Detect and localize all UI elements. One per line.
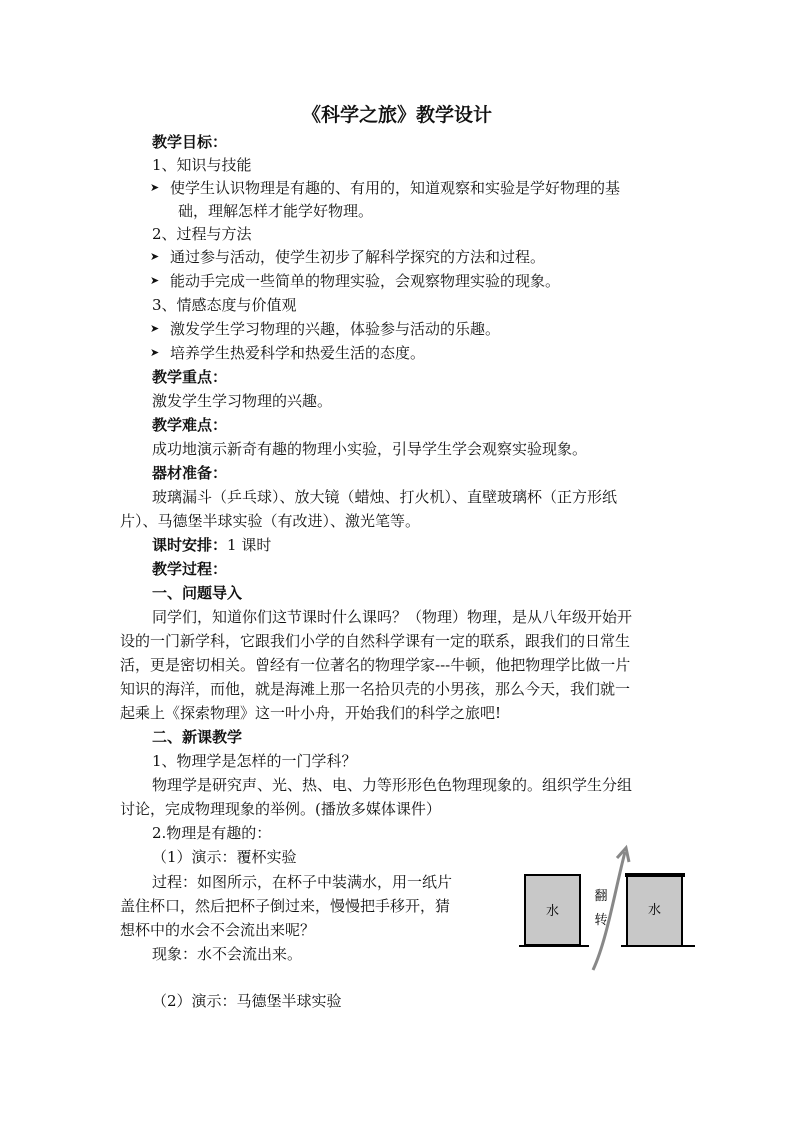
paragraph-line: 知识的海洋，而他，就是海滩上那一名拾贝壳的小男孩，那么今天，我们就一	[120, 680, 631, 698]
difficulty-heading: 教学难点：	[152, 416, 228, 434]
paragraph-line: 盖住杯口，然后把杯子倒过来，慢慢把手移开，猜	[120, 897, 451, 915]
schedule	[152, 534, 271, 556]
bullet-arrow-icon: ➤	[150, 346, 160, 359]
objective-item: 激发学生学习物理的兴趣，体验参与活动的乐趣。	[170, 320, 501, 338]
upright-cup	[519, 875, 589, 946]
paragraph-line: 物理学是研究声、光、热、电、力等形形色色物理现象的。组织学生分组	[152, 776, 633, 794]
materials-heading: 器材准备：	[152, 464, 228, 482]
cup-right-label: 水	[647, 903, 662, 918]
bullet-arrow-icon: ➤	[150, 181, 160, 194]
knowledge-skills-heading: 1、知识与技能	[152, 156, 252, 174]
paragraph-line: 过程：如图所示，在杯子中装满水，用一纸片	[152, 873, 453, 891]
question-heading: 1、物理学是怎样的一门学科？	[152, 752, 357, 770]
demo-heading: （2）演示：马德堡半球实验	[152, 992, 342, 1010]
inverted-cup	[621, 875, 695, 946]
objective-item: 能动手完成一些简单的物理实验，会观察物理实验的现象。	[170, 272, 561, 290]
bullet-arrow-icon: ➤	[150, 274, 160, 287]
materials-text-continued: 片）、马德堡半球实验（有改进）、激光笔等。	[120, 512, 421, 530]
section-heading: 二、新课教学	[152, 728, 243, 746]
demo-heading: （1）演示：覆杯实验	[152, 848, 297, 866]
section-heading: 一、问题导入	[152, 584, 243, 602]
schedule-label: 课时安排：	[152, 536, 228, 554]
flip-label: 转	[594, 913, 608, 928]
flip-label: 翻	[594, 889, 608, 904]
objective-item: 通过参与活动，使学生初步了解科学探究的方法和过程。	[170, 248, 546, 266]
objective-item: 使学生认识物理是有趣的、有用的，知道观察和实验是学好物理的基	[170, 179, 621, 197]
bullet-arrow-icon: ➤	[150, 250, 160, 263]
process-method-heading: 2、过程与方法	[152, 225, 252, 243]
materials-text: 玻璃漏斗（乒乓球）、放大镜（蜡烛、打火机）、直壁玻璃杯（正方形纸	[152, 488, 618, 506]
key-point-text: 激发学生学习物理的兴趣。	[152, 392, 333, 410]
cup-flip-figure	[515, 840, 705, 980]
paragraph-line: 想杯中的水会不会流出来呢？	[120, 921, 316, 939]
objectives-heading: 教学目标：	[152, 133, 228, 151]
paragraph-line: 设的一门新学科，它跟我们小学的自然科学课有一定的联系，跟我们的日常生	[120, 632, 631, 650]
schedule-value: 1 课时	[227, 536, 272, 554]
key-point-heading: 教学重点：	[152, 368, 228, 386]
process-heading: 教学过程：	[152, 560, 228, 578]
document-title: 《科学之旅》教学设计	[301, 104, 492, 126]
question-heading: 2.物理是有趣的：	[152, 824, 272, 842]
objective-item: 培养学生热爱科学和热爱生活的态度。	[170, 344, 426, 362]
cup-left-label: 水	[545, 904, 560, 919]
paragraph-line: 起乘上《探索物理》这一叶小舟，开始我们的科学之旅吧!	[120, 704, 502, 722]
paragraph-line: 讨论，完成物理现象的举例。(播放多媒体课件）	[120, 800, 441, 818]
flip-arrow-icon	[593, 852, 625, 970]
attitude-values-heading: 3、情感态度与价值观	[152, 296, 297, 314]
result-line: 现象：水不会流出来。	[152, 945, 303, 963]
paragraph-line: 同学们，知道你们这节课时什么课吗？（物理）物理，是从八年级开始开	[152, 608, 633, 626]
difficulty-text: 成功地演示新奇有趣的物理小实验，引导学生学会观察实验现象。	[152, 440, 588, 458]
bullet-arrow-icon: ➤	[150, 322, 160, 335]
paragraph-line: 活，更是密切相关。曾经有一位著名的物理学家---牛顿，他把物理学比做一片	[120, 656, 631, 674]
objective-item-continued: 础，理解怎样才能学好物理。	[178, 202, 374, 220]
